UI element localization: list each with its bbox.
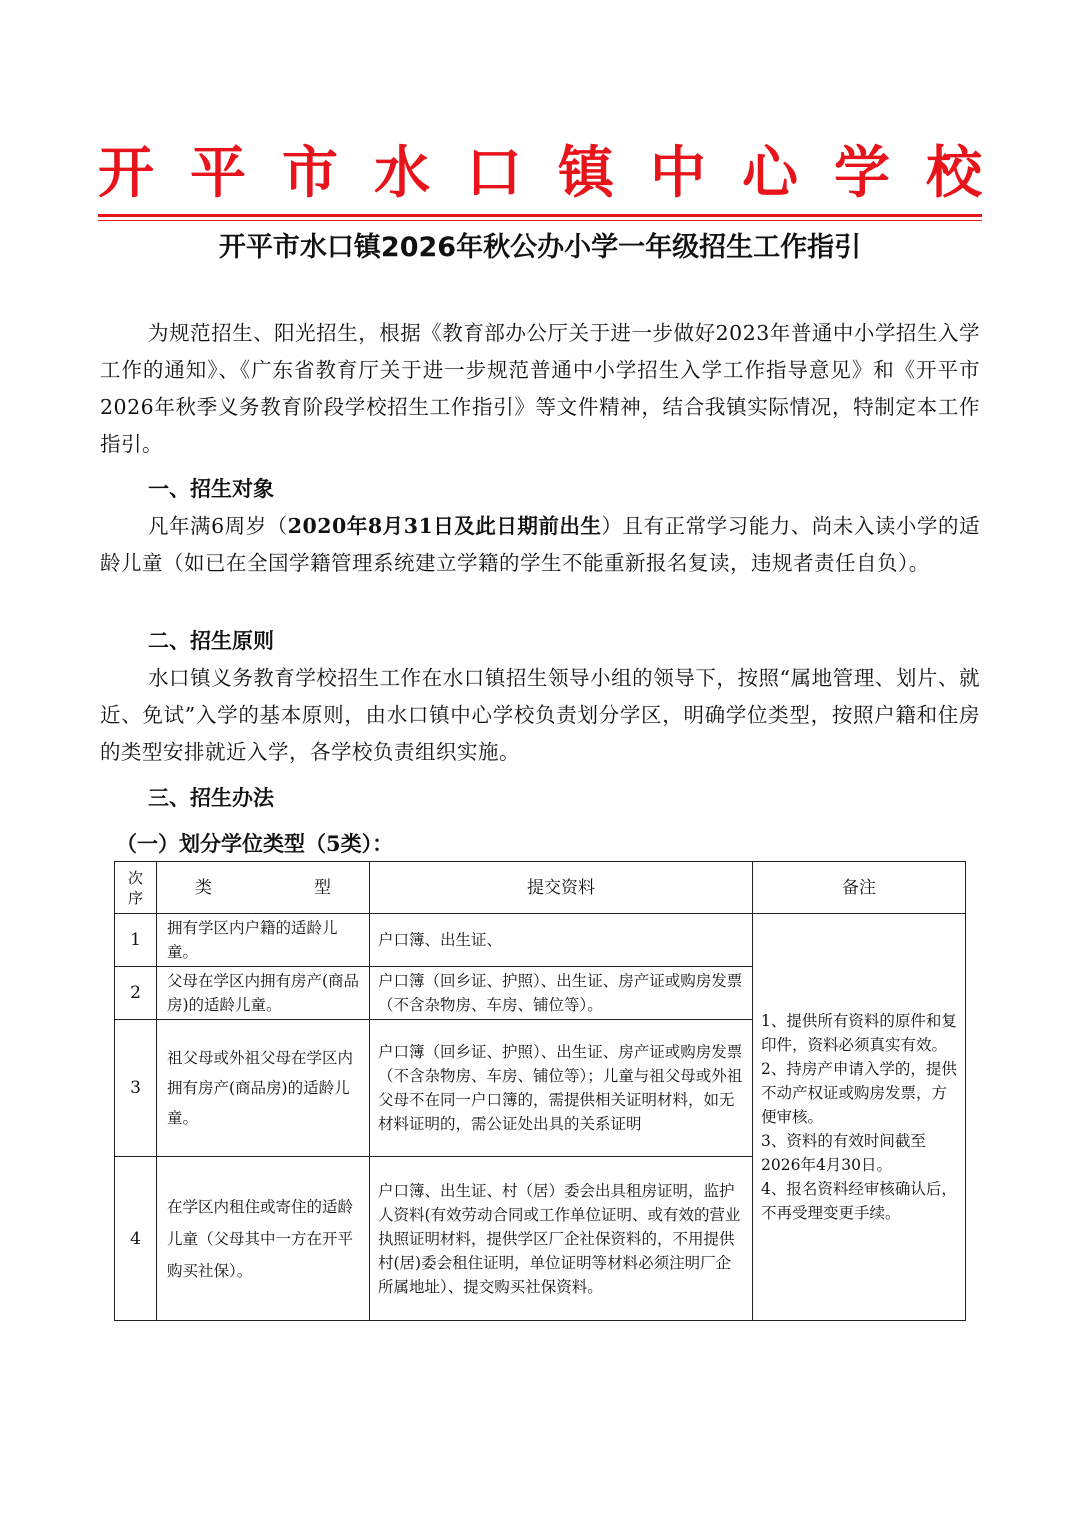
masthead-char: 市	[282, 141, 338, 206]
header-remarks: 备注	[753, 862, 966, 914]
header-type-char-b: 型	[314, 877, 331, 898]
masthead-char: 水	[374, 141, 430, 206]
row-docs: 户口簿（回乡证、护照）、出生证、房产证或购房发票（不含杂物房、车房、铺位等）；儿童与祖父母或外祖父母不在同一户口簿的，需提供相关证明材料，如无材料证明的，需公证处出具的关系证明	[370, 1020, 753, 1157]
section-heading-method: 三、招生办法	[148, 786, 274, 810]
row-type: 在学区内租住或寄住的适龄儿童（父母其中一方在开平购买社保）。	[157, 1157, 370, 1321]
row-no: 3	[115, 1020, 157, 1157]
degree-type-table	[114, 861, 966, 1321]
masthead-char: 镇	[558, 141, 614, 206]
row-no: 4	[115, 1157, 157, 1321]
target-text-before: 凡年满6周岁（	[148, 514, 288, 538]
masthead-char: 心	[742, 141, 798, 206]
masthead-char: 中	[650, 141, 706, 206]
masthead-char: 校	[926, 141, 982, 206]
remark-item: 2、持房产申请入学的，提供不动产权证或购房发票，方便审核。	[761, 1060, 957, 1126]
masthead-char: 开	[98, 141, 154, 206]
header-docs: 提交资料	[370, 862, 753, 914]
header-type	[157, 862, 370, 914]
row-no: 1	[115, 914, 157, 967]
row-docs: 户口簿、出生证、村（居）委会出具租房证明，监护人资料(有效劳动合同或工作单位证明、或有效的营业执照证明材料，提供学区厂企社保资料的，不用提供村(居)委会租住证明，单位证明等材料必须注明厂企所属地址）、提交购买社保资料。	[370, 1157, 753, 1321]
target-text-bold: 2020年8月31日及此日期前出生	[287, 514, 602, 538]
remark-item: 4、报名资料经审核确认后，不再受理变更手续。	[761, 1180, 957, 1222]
remarks-cell	[753, 914, 966, 1321]
header-no-line2: 序	[127, 888, 143, 907]
header-type-char-a: 类	[195, 877, 212, 898]
header-no-line1: 次	[127, 868, 143, 887]
remark-item: 3、资料的有效时间截至2026年4月30日。	[761, 1132, 926, 1174]
masthead-char: 平	[190, 141, 246, 206]
row-no: 2	[115, 967, 157, 1020]
section-target-paragraph	[100, 508, 980, 582]
masthead-rule-thick	[98, 214, 982, 217]
table-header-row	[115, 862, 966, 914]
table-row	[115, 914, 966, 967]
row-type: 祖父母或外祖父母在学区内拥有房产(商品房)的适龄儿童。	[157, 1020, 370, 1157]
section-principle-paragraph: 水口镇义务教育学校招生工作在水口镇招生领导小组的领导下，按照“属地管理、划片、就近、免试”入学的基本原则，由水口镇中心学校负责划分学区，明确学位类型，按照户籍和住房的类型安排就近入学，各学校负责组织实施。	[100, 666, 980, 764]
target-text-after: ）且有正常学习能力、尚未入读小学的适龄儿童（如已在全国学籍管理系统建立学籍的学生不能重新报名复读，违规者责任自负）。	[100, 514, 980, 575]
row-type: 拥有学区内户籍的适龄儿童。	[157, 914, 370, 967]
header-no	[115, 862, 157, 914]
intro-paragraph: 为规范招生、阳光招生，根据《教育部办公厅关于进一步做好2023年普通中小学招生入学工作的通知》、《广东省教育厅关于进一步规范普通中小学招生入学工作指导意见》和《开平市2026年秋季义务教育阶段学校招生工作指引》等文件精神，结合我镇实际情况，特制定本工作指引。	[100, 321, 980, 456]
remark-item: 1、提供所有资料的原件和复印件，资料必须真实有效。	[761, 1012, 957, 1054]
section-heading-target: 一、招生对象	[148, 477, 274, 501]
row-docs: 户口簿（回乡证、护照）、出生证、房产证或购房发票（不含杂物房、车房、铺位等）。	[370, 967, 753, 1020]
masthead-char: 学	[834, 141, 890, 206]
masthead-rule-thin	[98, 220, 982, 221]
masthead-char: 口	[466, 141, 522, 206]
masthead	[98, 140, 982, 208]
row-docs: 户口簿、出生证、	[370, 914, 753, 967]
subsection-heading-degree-types: （一）划分学位类型（5类）：	[116, 831, 394, 856]
row-type: 父母在学区内拥有房产(商品房)的适龄儿童。	[157, 967, 370, 1020]
document-title: 开平市水口镇2026年秋公办小学一年级招生工作指引	[218, 232, 862, 263]
section-heading-principle: 二、招生原则	[148, 629, 274, 653]
